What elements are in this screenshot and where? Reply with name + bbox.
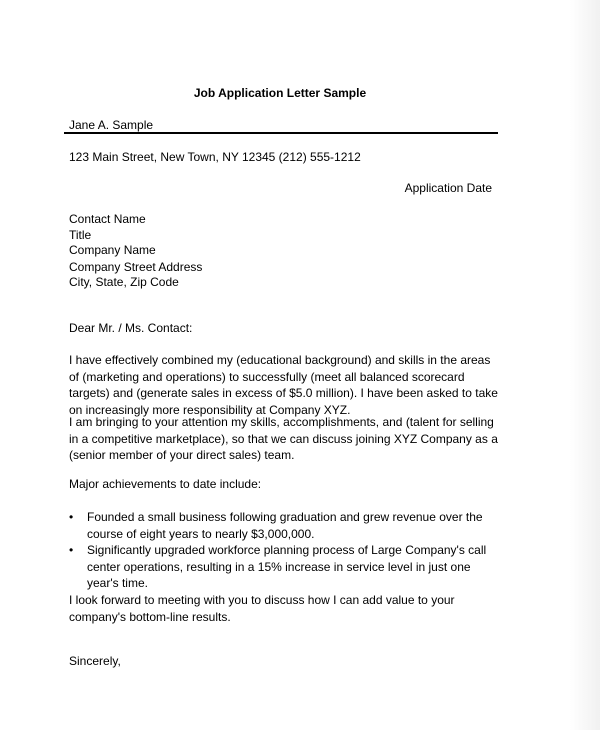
paragraph-1: I have effectively combined my (educational background) and skills in the areas of (marketing and operations) to successfully (meet all balanced scorecard targets) and (generate sales in excess of $5.0 million). I have been asked to take on increasingly more responsibility at Company XYZ. <box>69 353 498 417</box>
achievements-intro: Major achievements to date include: <box>69 477 262 491</box>
document-title: Job Application Letter Sample <box>193 86 367 100</box>
salutation: Dear Mr. / Ms. Contact: <box>69 321 193 335</box>
page-edge-shade <box>570 0 600 730</box>
sender-name: Jane A. Sample <box>69 118 154 132</box>
closing-paragraph: I look forward to meeting with you to discuss how I can add value to your company's bottom-line results. <box>69 593 455 624</box>
achievement-text: Founded a small business following graduation and grew revenue over the course of eight years to nearly $3,000,000. <box>87 510 483 541</box>
paragraph-2: I am bringing to your attention my skills, accomplishments, and (talent for selling in a competitive marketplace), so that we can discuss joining XYZ Company as a (senior member of your direct sales) team. <box>69 415 498 462</box>
header-divider <box>64 132 498 134</box>
sender-address: 123 Main Street, New Town, NY 12345 (212) 555-1212 <box>69 150 361 164</box>
bullet-icon: • <box>69 510 74 524</box>
recipient-contact-name: Contact Name <box>69 212 146 226</box>
achievement-text: Significantly upgraded workforce planning process of Large Company's call center operations, resulting in a 15% increase in service level in just one year's time. <box>87 543 487 590</box>
application-date: Application Date <box>404 181 492 195</box>
recipient-title: Title <box>69 228 92 242</box>
signoff: Sincerely, <box>69 654 121 668</box>
achievement-item <box>69 542 499 592</box>
recipient-street: Company Street Address <box>69 260 203 274</box>
achievement-item <box>69 509 499 542</box>
achievements-list <box>69 509 499 592</box>
bullet-icon: • <box>69 543 74 557</box>
recipient-company-name: Company Name <box>69 243 156 257</box>
recipient-city-state-zip: City, State, Zip Code <box>69 275 179 289</box>
